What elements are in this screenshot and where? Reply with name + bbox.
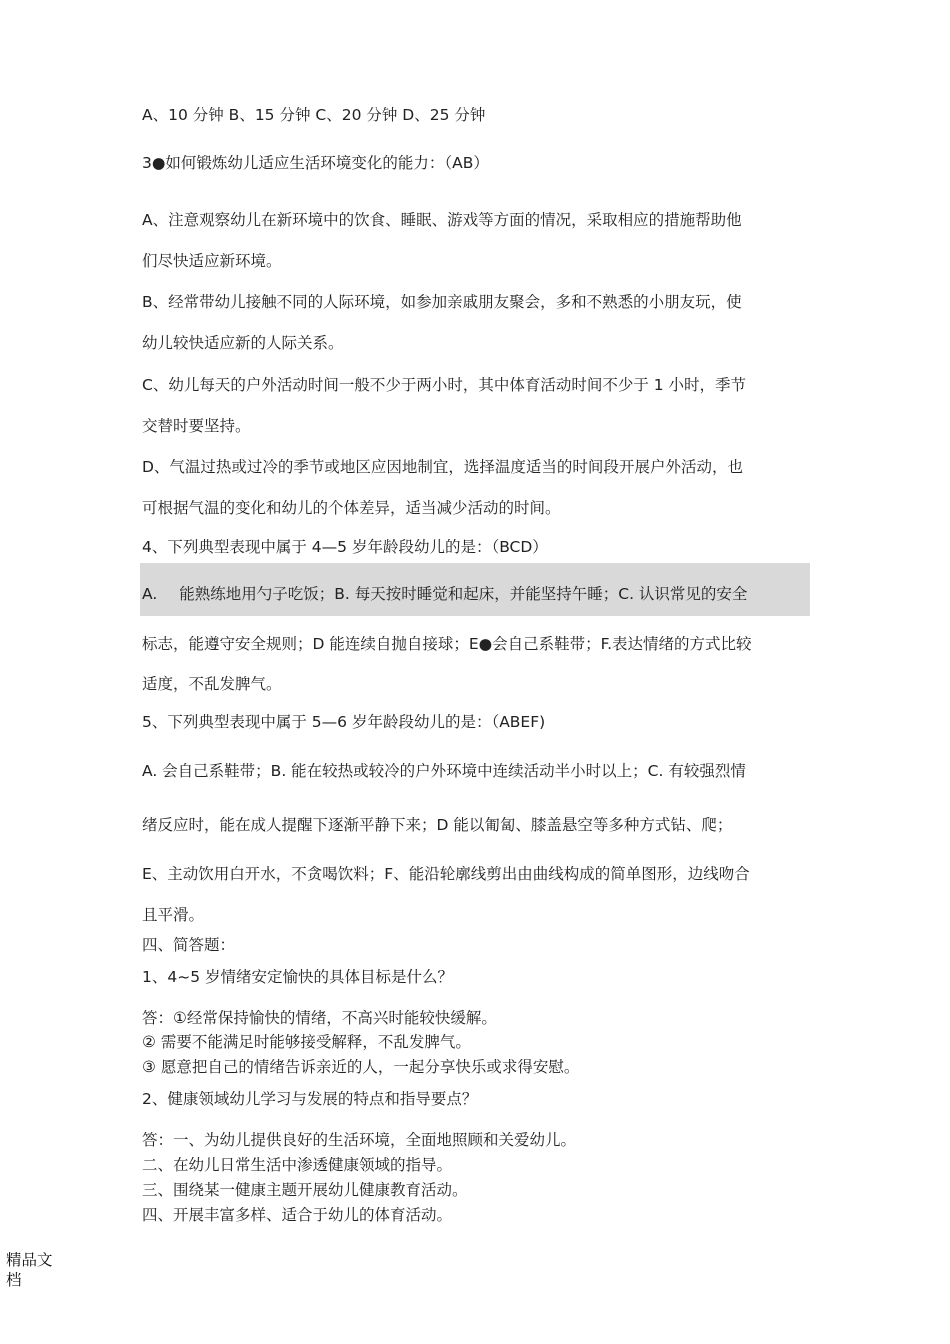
q3-option-c-line2: 交替时要坚持。 — [142, 417, 251, 435]
q3-option-d-line2: 可根据气温的变化和幼儿的个体差异，适当减少活动的时间。 — [142, 499, 561, 517]
q3-option-a-line1: A、注意观察幼儿在新环境中的饮食、睡眠、游戏等方面的情况，采取相应的措施帮助他 — [142, 211, 742, 229]
q4-title: 4、下列典型表现中属于 4—5 岁年龄段幼儿的是：（BCD） — [142, 538, 548, 556]
q4-options-line1-text: 能熟练地用勺子吃饭；B. 每天按时睡觉和起床，并能坚持午睡；C. 认识常见的安全 — [179, 585, 748, 603]
short-answer-2-answer-2: 二、在幼儿日常生活中渗透健康领域的指导。 — [142, 1156, 453, 1174]
section-heading-short-answer: 四、简答题： — [142, 936, 236, 954]
q3-option-b-line2: 幼儿较快适应新的人际关系。 — [142, 334, 344, 352]
short-answer-2-answer-1: 答：一、为幼儿提供良好的生活环境，全面地照顾和关爱幼儿。 — [142, 1131, 577, 1149]
short-answer-2-answer-4: 四、开展丰富多样、适合于幼儿的体育活动。 — [142, 1206, 453, 1224]
short-answer-2-question: 2、健康领域幼儿学习与发展的特点和指导要点？ — [142, 1090, 478, 1108]
short-answer-1-answer-2: ② 需要不能满足时能够接受解释，不乱发脾气。 — [142, 1033, 471, 1051]
q4-options-line1 — [142, 584, 747, 604]
q3-title: 3●如何锻炼幼儿适应生活环境变化的能力：（AB） — [142, 154, 489, 172]
q5-options-line1: A. 会自己系鞋带；B. 能在较热或较冷的户外环境中连续活动半小时以上；C. 有较强烈情 — [142, 762, 746, 780]
q3-option-b-line1: B、经常带幼儿接触不同的人际环境，如参加亲戚朋友聚会，多和不熟悉的小朋友玩，使 — [142, 293, 742, 311]
q4-options-line3: 适度，不乱发脾气。 — [142, 675, 282, 693]
q3-option-c-line1: C、幼儿每天的户外活动时间一般不少于两小时，其中体育活动时间不少于 1 小时，季节 — [142, 376, 747, 394]
q5-options-line2: 绪反应时，能在成人提醒下逐渐平静下来；D 能以匍匐、膝盖悬空等多种方式钻、爬； — [142, 816, 733, 834]
q3-option-a-line2: 们尽快适应新环境。 — [142, 252, 282, 270]
q4-options-line2: 标志，能遵守安全规则；D 能连续自抛自接球；E●会自己系鞋带；F.表达情绪的方式比较 — [142, 635, 752, 653]
q3-option-d-line1: D、气温过热或过冷的季节或地区应因地制宜，选择温度适当的时间段开展户外活动，也 — [142, 458, 743, 476]
short-answer-1-answer-3: ③ 愿意把自己的情绪告诉亲近的人，一起分享快乐或求得安慰。 — [142, 1058, 580, 1076]
short-answer-1-answer-1: 答：①经常保持愉快的情绪，不高兴时能较快缓解。 — [142, 1009, 497, 1027]
q5-options-line4: 且平滑。 — [142, 906, 205, 924]
q4-option-prefix: A. — [142, 585, 158, 603]
footer-watermark-text: 精品文档 — [6, 1251, 53, 1289]
short-answer-1-question: 1、4~5 岁情绪安定愉快的具体目标是什么？ — [142, 968, 454, 986]
short-answer-2-answer-3: 三、围绕某一健康主题开展幼儿健康教育活动。 — [142, 1181, 468, 1199]
q2-options: A、10 分钟 B、15 分钟 C、20 分钟 D、25 分钟 — [142, 106, 486, 124]
q5-options-line3: E、主动饮用白开水，不贪喝饮料；F、能沿轮廓线剪出由曲线构成的简单图形，边线吻合 — [142, 865, 750, 883]
q5-title: 5、下列典型表现中属于 5—6 岁年龄段幼儿的是：（ABEF) — [142, 713, 546, 731]
